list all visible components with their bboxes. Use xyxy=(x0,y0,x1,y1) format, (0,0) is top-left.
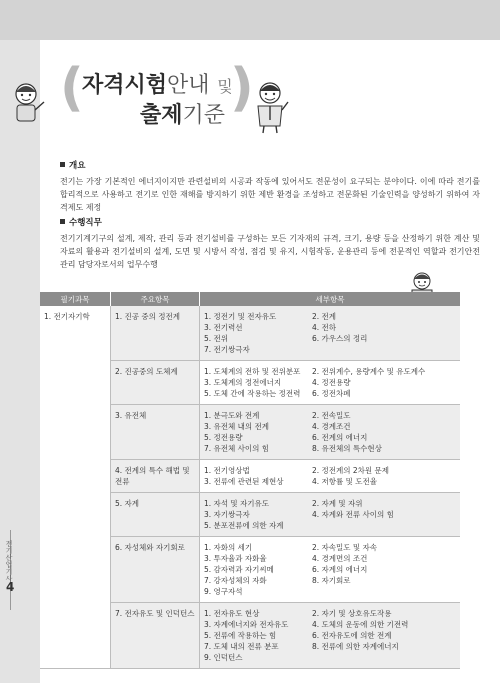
detail-item: 1. 자석 및 자기유도 xyxy=(204,499,270,508)
detail-items-cell xyxy=(200,405,461,460)
duties-heading-text: 수행직무 xyxy=(69,218,102,228)
detail-item: 5. 도체 간에 작용하는 정전력 xyxy=(204,389,301,398)
detail-grid xyxy=(204,366,456,399)
detail-item: 3. 유전체 내의 전계 xyxy=(204,422,270,431)
major-item-cell: 3. 유전체 xyxy=(111,405,200,460)
detail-item: 1. 정전기 및 전자유도 xyxy=(204,312,277,321)
overview-heading xyxy=(60,160,480,173)
right-bracket: ) xyxy=(230,58,254,118)
overview-section xyxy=(60,160,480,214)
subject-cell: 1. 전기자기학 xyxy=(40,306,111,669)
detail-item: 8. 자기회로 xyxy=(312,576,351,585)
detail-item: 1. 자화의 세기 xyxy=(204,543,253,552)
detail-item: 5. 정전용량 xyxy=(204,433,243,442)
detail-item: 3. 자기쌍극자 xyxy=(204,510,250,519)
title-part-2: 안내 xyxy=(167,73,210,98)
detail-item: 4. 경계면의 조건 xyxy=(312,554,368,563)
detail-grid xyxy=(204,410,456,454)
detail-item: 4. 전하 xyxy=(312,323,337,332)
major-item-cell: 4. 전계의 특수 해법 및 전류 xyxy=(111,460,200,493)
major-item-cell: 1. 진공 중의 정전계 xyxy=(111,306,200,361)
page-label: 전기산업기사 xyxy=(5,540,13,582)
header-subject: 필기과목 xyxy=(40,292,111,306)
detail-items-cell xyxy=(200,460,461,493)
square-bullet-icon xyxy=(60,162,65,167)
detail-item: 6. 전자유도에 의한 전계 xyxy=(312,631,392,640)
detail-items-cell xyxy=(200,306,461,361)
title-part-1: 자격시험 xyxy=(82,73,168,98)
major-item-cell: 2. 진공중의 도체계 xyxy=(111,361,200,405)
detail-items-cell xyxy=(200,361,461,405)
detail-item: 1. 분극도와 전계 xyxy=(204,411,260,420)
major-item-cell: 6. 자성체와 자기회로 xyxy=(111,537,200,603)
detail-items-cell xyxy=(200,493,461,537)
duties-text: 전기기계기구의 설계, 제작, 관리 등과 전기설비를 구성하는 모든 기자재의 규격, 크기, 용량 등을 산정하기 위한 계산 및 자료의 활용과 전기설비의 설계, 도면 및 시방서 작성, 점검 및 유지, 시험작동, 운용관리 등에 전문적인 역할과 전기안전 관리 담당자로서의 업무수행 xyxy=(60,234,480,269)
detail-item: 6. 가우스의 정리 xyxy=(312,334,368,343)
detail-item: 4. 경계조건 xyxy=(312,422,351,431)
table-row xyxy=(40,306,460,361)
cartoon-character-left xyxy=(6,80,46,130)
top-band xyxy=(0,0,500,40)
detail-item: 6. 정전차폐 xyxy=(312,389,351,398)
detail-item: 1. 도체계의 전하 및 전위분포 xyxy=(204,367,301,376)
detail-item: 7. 도체 내의 전류 분포 xyxy=(204,642,279,651)
title-part-4: 출제 xyxy=(140,103,183,128)
detail-item: 2. 자계 및 자위 xyxy=(312,499,363,508)
detail-item: 9. 영구자석 xyxy=(204,587,243,596)
detail-grid xyxy=(204,465,456,487)
detail-items-cell xyxy=(200,603,461,669)
page-number: 4 xyxy=(6,580,15,594)
left-bracket: ( xyxy=(60,58,84,118)
detail-item: 2. 자기 및 상호유도작용 xyxy=(312,609,392,618)
detail-item: 5. 분포전류에 의한 자계 xyxy=(204,521,284,530)
detail-item: 6. 자계의 에너지 xyxy=(312,565,368,574)
detail-item: 3. 도체계의 정전에너지 xyxy=(204,378,282,387)
duties-section xyxy=(60,217,480,271)
detail-item: 2. 자속밀도 및 자속 xyxy=(312,543,378,552)
detail-grid xyxy=(204,608,456,663)
detail-grid xyxy=(204,498,456,531)
detail-item: 4. 저항률 및 도전율 xyxy=(312,477,378,486)
title-line-1 xyxy=(82,68,233,99)
detail-items-cell xyxy=(200,537,461,603)
overview-text: 전기는 가장 기본적인 에너지이지만 관련설비의 시공과 작동에 있어서도 전문성이 요구되는 분야이다. 이에 따라 전기를 합리적으로 사용하고 전기로 인한 재해를 방지하기 위한 제반 환경을 조성하고 전문화된 기술인력을 양성하기 위하여 자격제도 제정 xyxy=(60,177,480,212)
detail-item: 7. 강자성체의 자화 xyxy=(204,576,267,585)
detail-item: 4. 자계와 전류 사이의 힘 xyxy=(312,510,394,519)
detail-item: 5. 감자력과 자기씨메 xyxy=(204,565,274,574)
detail-item: 3. 자계에너지와 전자유도 xyxy=(204,620,289,629)
detail-grid xyxy=(204,542,456,597)
detail-item: 7. 유전체 사이의 힘 xyxy=(204,444,270,453)
detail-item: 2. 전위계수, 용량계수 및 유도계수 xyxy=(312,367,426,376)
detail-item: 4. 도체의 운동에 의한 기전력 xyxy=(312,620,409,629)
detail-item: 5. 전류에 작용하는 힘 xyxy=(204,631,277,640)
header-detail: 세부항목 xyxy=(200,292,461,306)
detail-item: 2. 전속밀도 xyxy=(312,411,351,420)
title-part-5: 기준 xyxy=(182,103,226,128)
header-major: 주요항목 xyxy=(111,292,200,306)
detail-item: 7. 전기쌍극자 xyxy=(204,345,250,354)
detail-item: 1. 전자유도 현상 xyxy=(204,609,260,618)
square-bullet-icon xyxy=(60,219,65,224)
detail-item: 2. 정전계의 2차원 문제 xyxy=(312,466,390,475)
detail-item: 2. 전계 xyxy=(312,312,337,321)
detail-item: 5. 전위 xyxy=(204,334,229,343)
duties-heading xyxy=(60,217,480,230)
detail-item: 4. 정전용량 xyxy=(312,378,351,387)
title-line-2 xyxy=(140,98,225,129)
detail-grid xyxy=(204,311,456,355)
detail-item: 3. 전류에 관련된 제현상 xyxy=(204,477,284,486)
detail-item: 1. 전기영상법 xyxy=(204,466,250,475)
cartoon-character-right xyxy=(250,80,290,134)
overview-heading-text: 개요 xyxy=(69,161,86,171)
detail-item: 9. 인덕턴스 xyxy=(204,653,243,662)
title-part-3: 및 xyxy=(217,77,233,96)
table-header-row xyxy=(40,292,460,306)
detail-item: 8. 전류에 의한 자계에너지 xyxy=(312,642,399,651)
major-item-cell: 5. 자계 xyxy=(111,493,200,537)
detail-item: 3. 전기력선 xyxy=(204,323,243,332)
exam-criteria-table xyxy=(40,292,460,669)
major-item-cell: 7. 전자유도 및 인덕턴스 xyxy=(111,603,200,669)
detail-item: 8. 유전체의 특수현상 xyxy=(312,444,382,453)
detail-item: 3. 투자율과 자화율 xyxy=(204,554,267,563)
detail-item: 6. 전계의 에너지 xyxy=(312,433,368,442)
